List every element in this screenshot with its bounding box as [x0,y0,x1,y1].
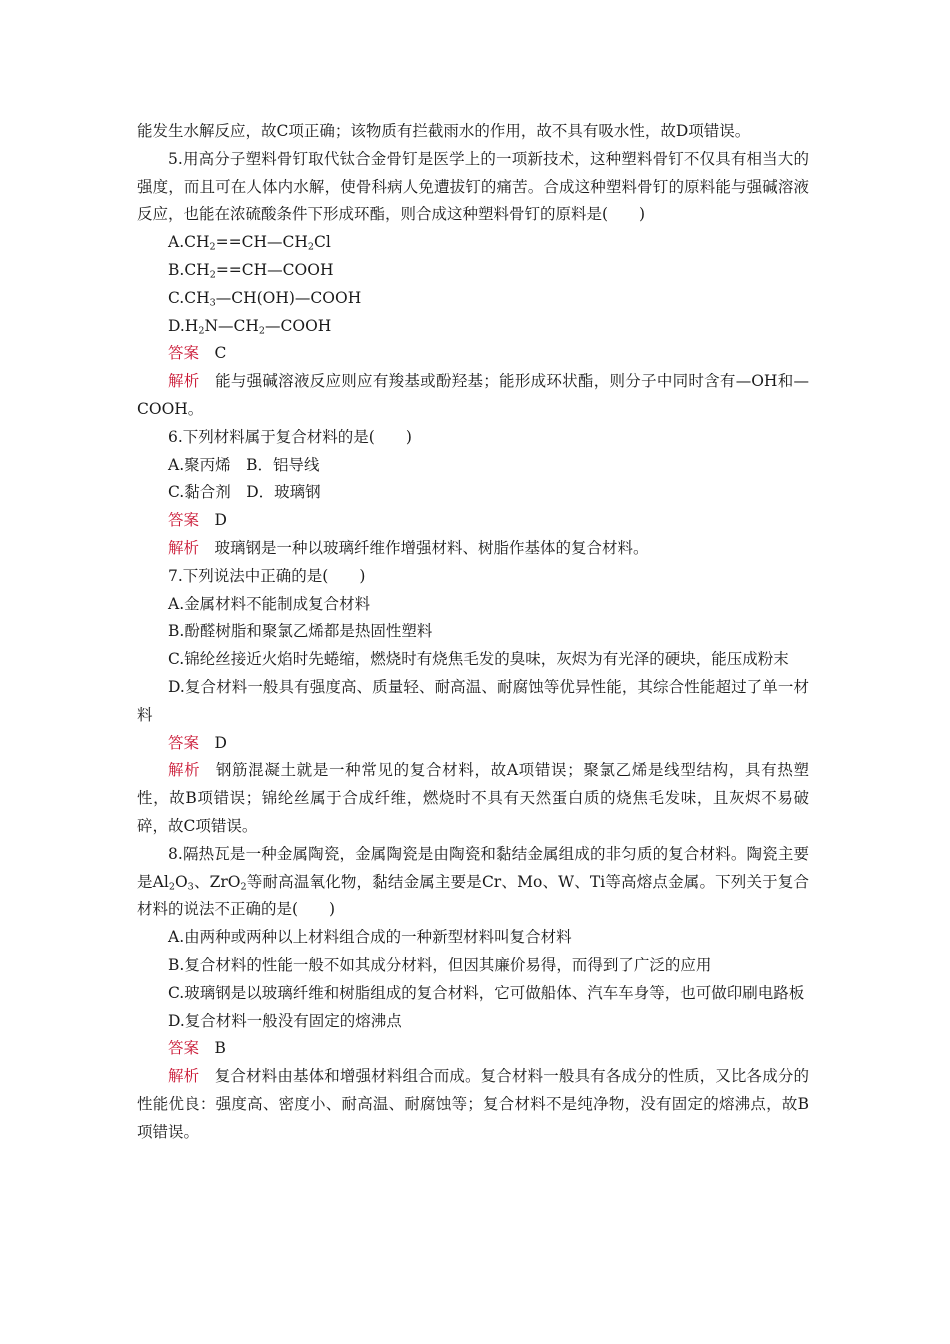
q7-stem: 7.下列说法中正确的是( ) [168,566,366,585]
q8-option-b: B.复合材料的性能一般不如其成分材料，但因其廉价易得，而得到了广泛的应用 [168,955,712,974]
q6-stem: 6.下列材料属于复合材料的是( ) [168,427,412,446]
q8-analysis [137,1063,809,1146]
analysis-text: 玻璃钢是一种以玻璃纤维作增强材料、树脂作基体的复合材料。 [214,538,649,557]
answer-label: 答案 [168,1039,200,1058]
analysis-text: 钢筋混凝土就是一种常见的复合材料，故A项错误；聚氯乙烯是线型结构，具有热塑性，故B项错误；锦纶丝属于合成纤维，燃烧时不具有天然蛋白质的烧焦毛发味，且灰烬不易破碎，故C项错误。 [137,761,809,835]
answer-label: 答案 [168,733,200,752]
q7-analysis [137,757,809,840]
analysis-label: 解析 [168,761,201,780]
analysis-label: 解析 [168,538,200,557]
q7-option-c: C.锦纶丝接近火焰时先蜷缩，燃烧时有烧焦毛发的臭味，灰烬为有光泽的硬块，能压成粉末 [168,650,789,669]
q7-option-b: B.酚醛树脂和聚氯乙烯都是热固性塑料 [168,622,433,641]
q8-stem: 8.隔热瓦是一种金属陶瓷，金属陶瓷是由陶瓷和黏结金属组成的非匀质的复合材料。陶瓷主要是$Al_2O_3$、ZrO$_2$等耐高温氧化物，黏结金属主要是Cr、Mo、W、Ti等高熔点金属。下列关于复合材料的说法不正确的是( ) [137,844,809,919]
q7-option-a: A.金属材料不能制成复合材料 [168,594,371,613]
analysis-label: 解析 [168,1067,200,1086]
q5-option-b: $B.CH_2==CH—COOH$ [168,260,334,281]
q7-answer [137,730,809,758]
q8-answer [137,1035,809,1063]
q8-option-c: C.玻璃钢是以玻璃纤维和树脂组成的复合材料，它可做船体、汽车车身等，也可做印刷电路板 [168,983,805,1002]
q5-option-a: $A.CH_2==CH—CH_2Cl$ [168,233,331,253]
q6-analysis [137,535,809,563]
q6-options-ab: A.聚丙烯 B．铝导线 [168,455,320,474]
answer-label: 答案 [168,344,200,363]
answer-value: C [214,344,227,363]
answer-value: D [214,511,227,530]
document-page [137,118,809,1146]
answer-value: B [214,1039,226,1058]
analysis-label: 解析 [168,372,200,391]
q5-stem: 5.用高分子塑料骨钉取代钛合金骨钉是医学上的一项新技术，这种塑料骨钉不仅具有相当大的强度，而且可在人体内水解，使骨科病人免遭拔钉的痛苦。合成这种塑料骨钉的原料能与强碱溶液反应，也能在浓硫酸条件下形成环酯，则合成这种塑料骨钉的原料是( ) [137,149,809,224]
q5-analysis [137,368,809,424]
answer-value: D [214,733,227,752]
q8-option-a: A.由两种或两种以上材料组合成的一种新型材料叫复合材料 [168,928,572,947]
q5-answer [137,340,809,368]
q8-option-d: D.复合材料一般没有固定的熔沸点 [168,1011,402,1030]
analysis-text: 能与强碱溶液反应则应有羧基或酚羟基；能形成环状酯，则分子中同时含有—OH和—COOH。 [137,372,809,418]
lead-paragraph: 能发生水解反应，故C项正确；该物质有拦截雨水的作用，故不具有吸水性，故D项错误。 [137,122,751,140]
q6-options-cd: C.黏合剂 D．玻璃钢 [168,483,321,502]
q5-option-c: $C.CH_3—CH(OH)—COOH$ [168,288,362,309]
answer-label: 答案 [168,511,200,530]
analysis-text: 复合材料由基体和增强材料组合而成。复合材料一般具有各成分的性质，又比各成分的性能优良：强度高、密度小、耐高温、耐腐蚀等；复合材料不是纯净物，没有固定的熔沸点，故B项错误。 [137,1067,809,1141]
q6-answer [137,507,809,535]
q5-option-d: $D.H_2N—CH_2—COOH$ [168,316,332,336]
q7-option-d: D.复合材料一般具有强度高、质量轻、耐高温、耐腐蚀等优异性能，其综合性能超过了单一材料 [137,677,809,724]
